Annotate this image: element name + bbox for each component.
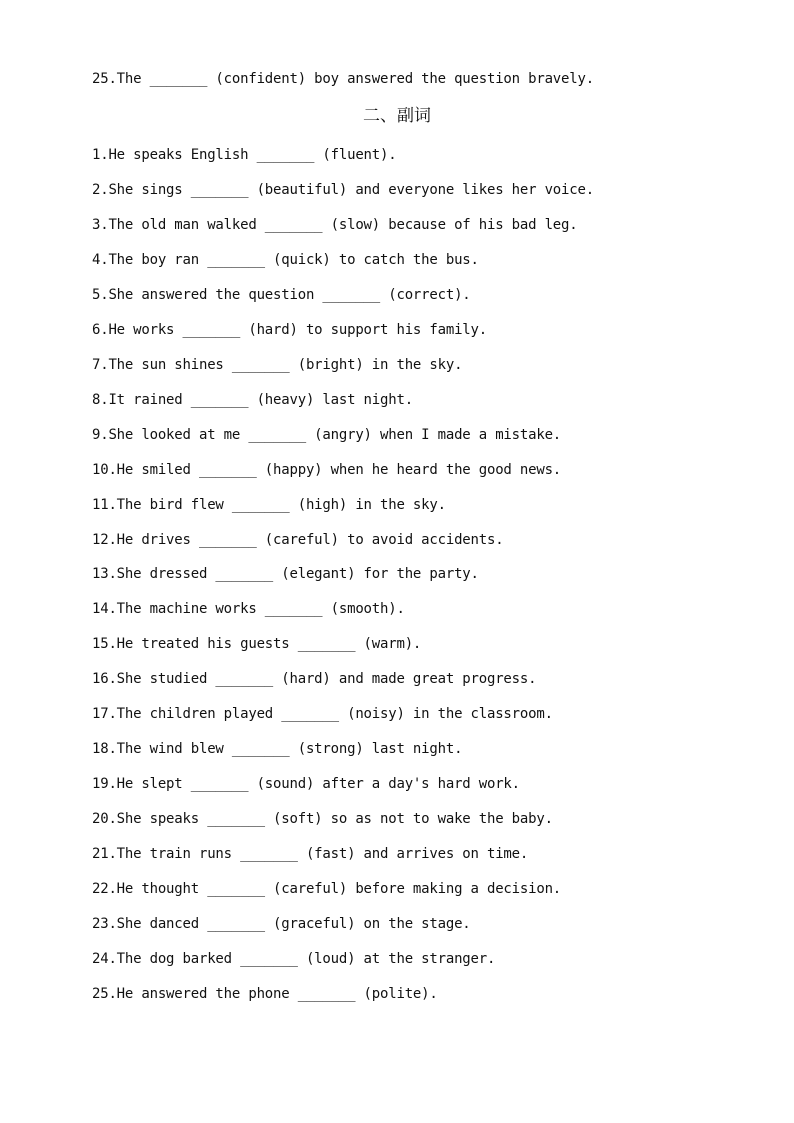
exercise-item: 3.The old man walked _______ (slow) because of his bad leg.	[92, 217, 578, 233]
exercise-item: 11.The bird flew _______ (high) in the sky.	[92, 497, 446, 513]
exercise-item: 13.She dressed _______ (elegant) for the party.	[92, 566, 479, 582]
exercise-item: 2.She sings _______ (beautiful) and everyone likes her voice.	[92, 182, 594, 198]
exercise-item: 20.She speaks _______ (soft) so as not to wake the baby.	[92, 811, 553, 827]
exercise-item: 1.He speaks English _______ (fluent).	[92, 147, 397, 163]
exercise-item: 24.The dog barked _______ (loud) at the stranger.	[92, 951, 496, 967]
exercise-item-previous-25: 25.The _______ (confident) boy answered the question bravely.	[92, 71, 594, 87]
section-title-adverbs: 二、副词	[363, 106, 431, 126]
exercise-item: 8.It rained _______ (heavy) last night.	[92, 392, 413, 408]
exercise-item: 14.The machine works _______ (smooth).	[92, 601, 405, 617]
exercise-item: 21.The train runs _______ (fast) and arrives on time.	[92, 846, 529, 862]
exercise-item: 7.The sun shines _______ (bright) in the sky.	[92, 357, 463, 373]
exercise-item: 22.He thought _______ (careful) before making a decision.	[92, 881, 562, 897]
exercise-item: 15.He treated his guests _______ (warm).	[92, 636, 422, 652]
exercise-item: 4.The boy ran _______ (quick) to catch the bus.	[92, 252, 479, 268]
exercise-item: 9.She looked at me _______ (angry) when I made a mistake.	[92, 427, 562, 443]
exercise-item: 17.The children played _______ (noisy) in the classroom.	[92, 706, 553, 722]
exercise-item: 6.He works _______ (hard) to support his family.	[92, 322, 487, 338]
exercise-item: 10.He smiled _______ (happy) when he heard the good news.	[92, 462, 562, 478]
exercise-item: 18.The wind blew _______ (strong) last night.	[92, 741, 463, 757]
exercise-item: 25.He answered the phone _______ (polite).	[92, 986, 438, 1002]
exercise-item: 5.She answered the question _______ (correct).	[92, 287, 471, 303]
exercise-item: 16.She studied _______ (hard) and made great progress.	[92, 671, 537, 687]
exercise-item: 19.He slept _______ (sound) after a day's hard work.	[92, 776, 520, 792]
exercise-item: 23.She danced _______ (graceful) on the stage.	[92, 916, 471, 932]
exercise-item: 12.He drives _______ (careful) to avoid accidents.	[92, 532, 504, 548]
